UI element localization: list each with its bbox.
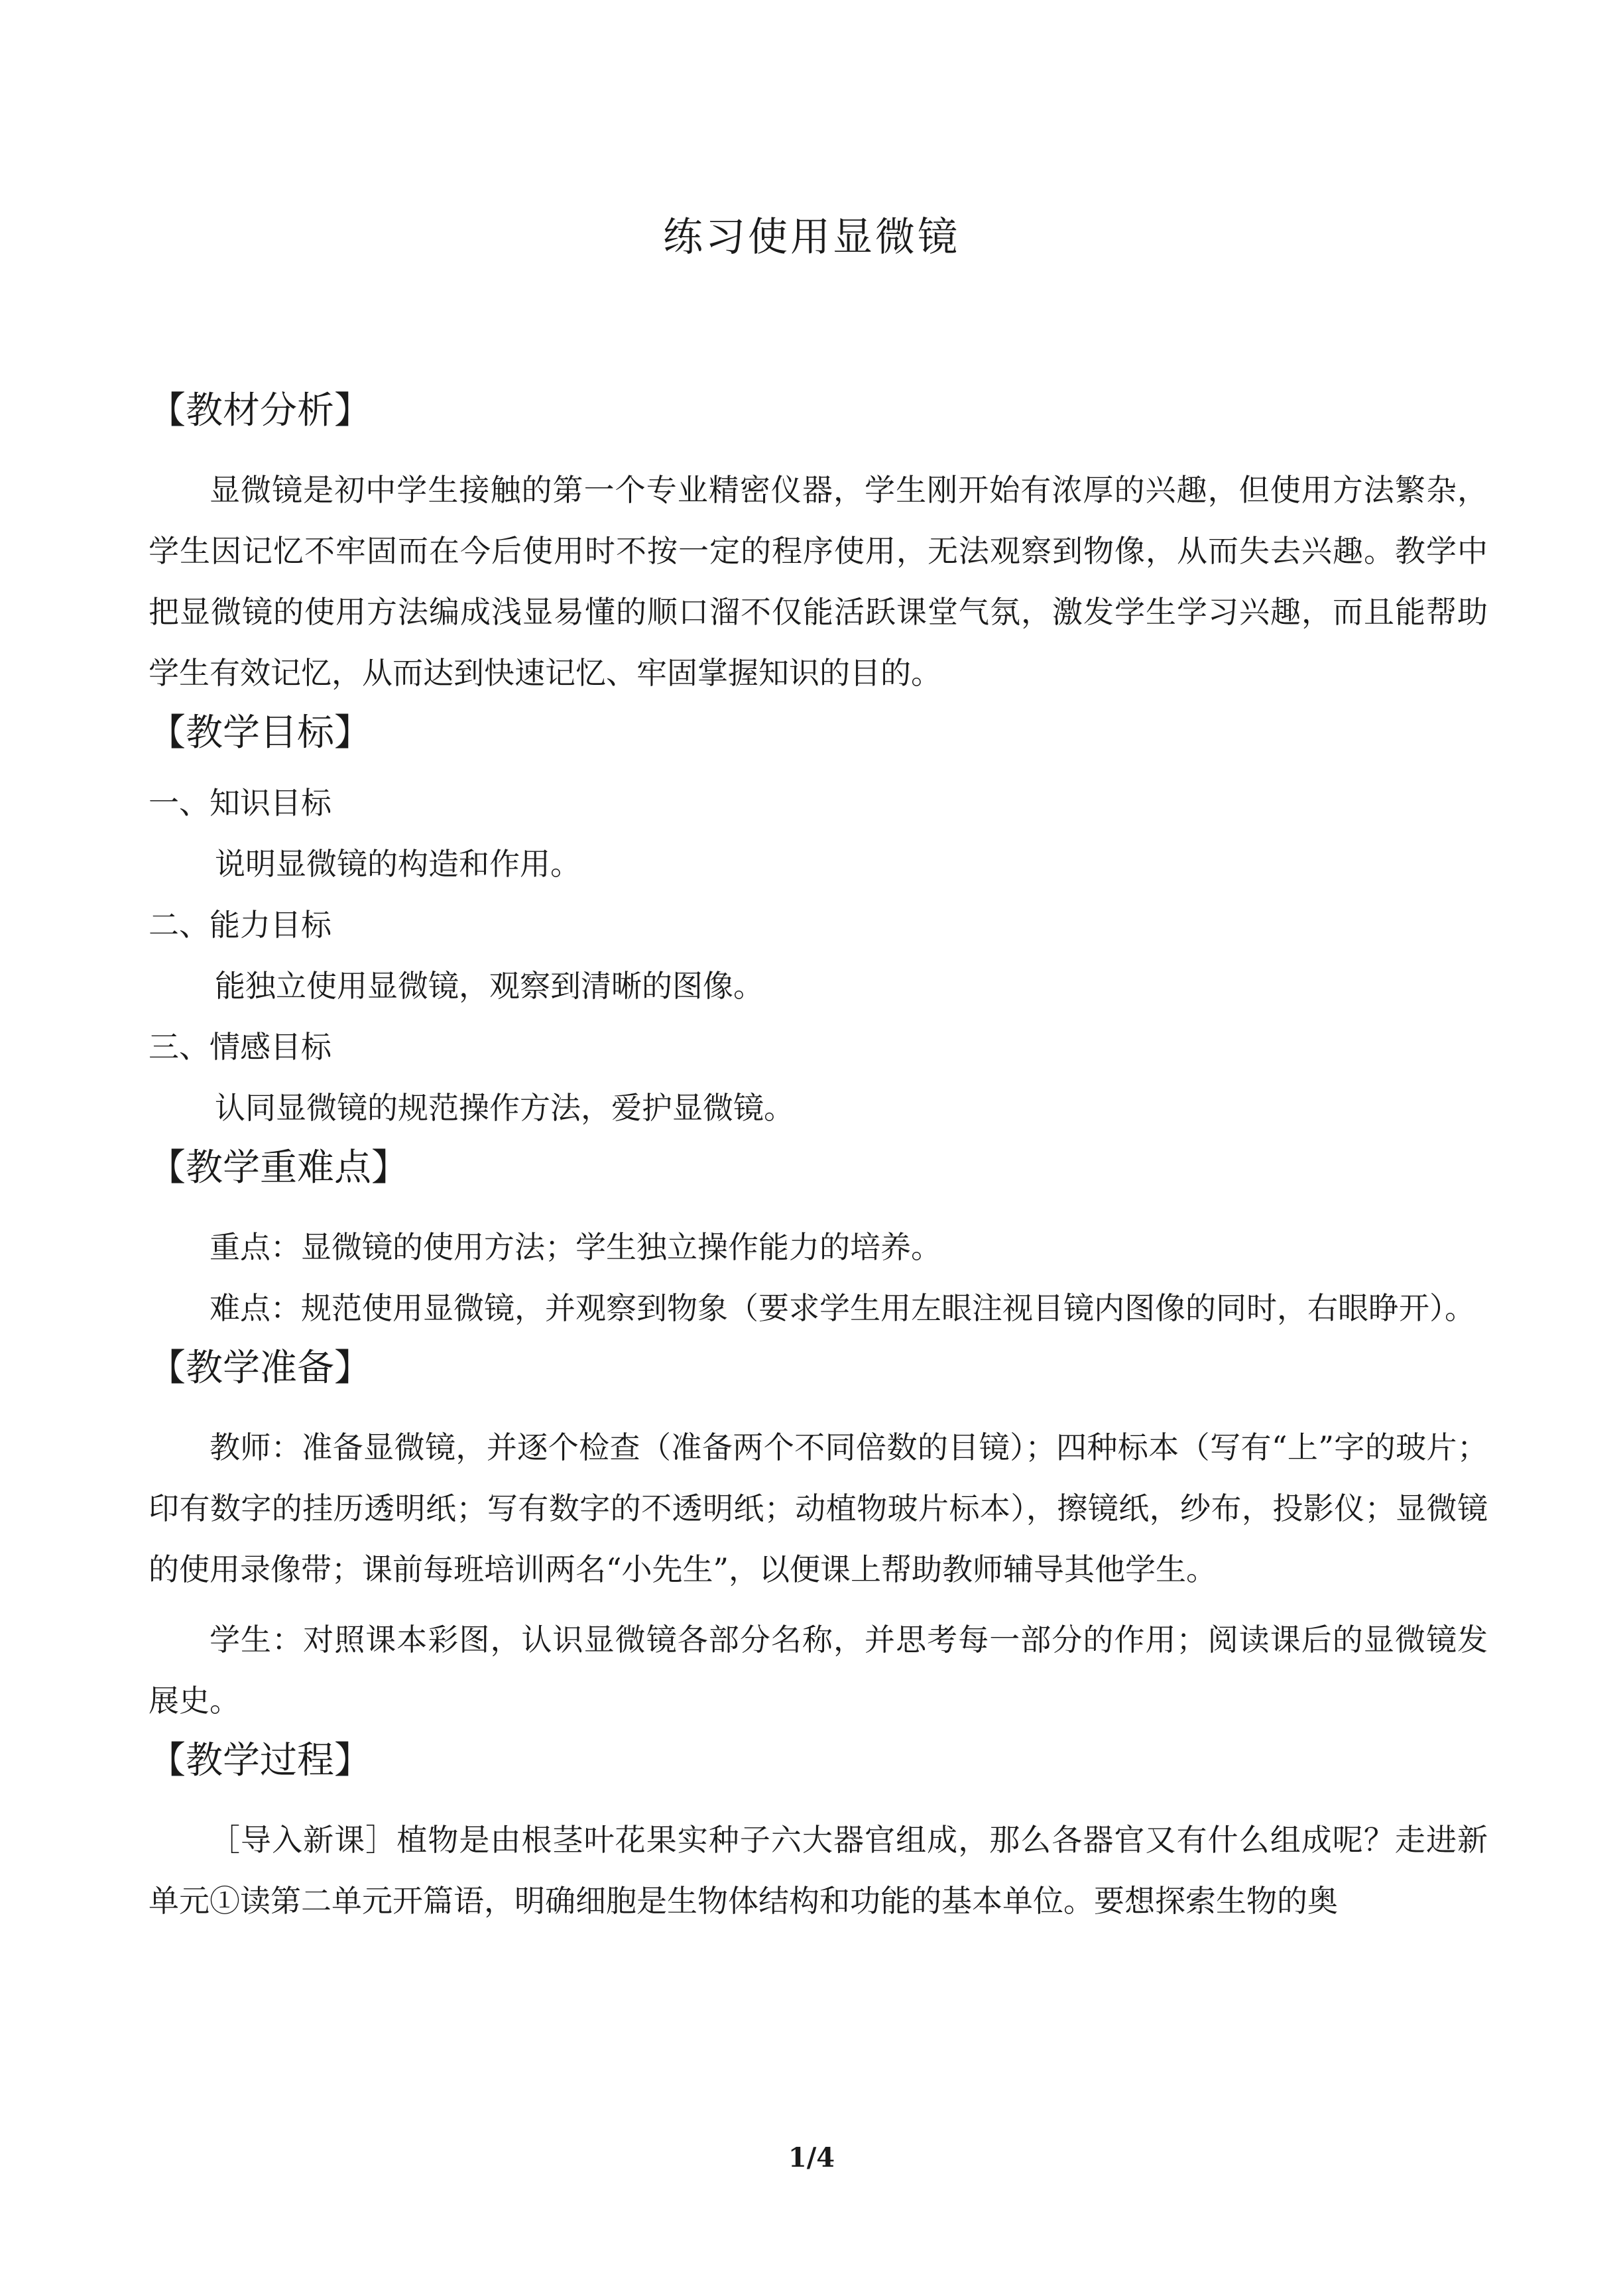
objective-label-knowledge: 一、知识目标 (149, 785, 331, 821)
objective-text-ability: 能独立使用显微镜，观察到清晰的图像。 (215, 968, 764, 1004)
page-number: 1/4 (788, 2142, 835, 2173)
analysis-paragraph: 显微镜是初中学生接触的第一个专业精密仪器，学生刚开始有浓厚的兴趣，但使用方法繁杂，学生因记忆不牢固而在今后使用时不按一定的程序使用，无法观察到物像，从而失去兴趣。教学中把显微镜的使用方法编成浅显易懂的顺口溜不仅能活跃课堂气氛，激发学生学习兴趣，而且能帮助学生有效记忆，从而达到快速记忆、牢固掌握知识的目的。 (149, 472, 1488, 691)
document-body (149, 381, 1488, 1931)
teacher-preparation-paragraph: 教师：准备显微镜，并逐个检查（准备两个不同倍数的目镜）；四种标本（写有“上”字的玻片；印有数字的挂历透明纸；写有数字的不透明纸；动植物玻片标本），擦镜纸，纱布，投影仪；显微镜的使用录像带；课前每班培训两名“小先生”，以便课上帮助教师辅导其他学生。 (149, 1429, 1488, 1587)
section-heading-process: 【教学过程】 (149, 1739, 371, 1782)
student-preparation-paragraph: 学生：对照课本彩图，认识显微镜各部分名称，并思考每一部分的作用；阅读课后的显微镜发展史。 (149, 1622, 1488, 1719)
objective-text-knowledge: 说明显微镜的构造和作用。 (215, 846, 581, 882)
process-paragraph: ［导入新课］植物是由根茎叶花果实种子六大器官组成，那么各器官又有什么组成呢？走进新单元①读第二单元开篇语，明确细胞是生物体结构和功能的基本单位。要想探索生物的奥 (149, 1822, 1488, 1919)
difficulty-paragraph: 难点：规范使用显微镜，并观察到物象（要求学生用左眼注视目镜内图像的同时，右眼睁开）。 (210, 1290, 1475, 1326)
section-heading-objectives: 【教学目标】 (149, 711, 371, 755)
objective-label-emotion: 三、情感目标 (149, 1029, 331, 1065)
document-title: 练习使用显微镜 (663, 214, 960, 261)
objective-label-ability: 二、能力目标 (149, 907, 331, 943)
section-heading-preparation: 【教学准备】 (149, 1347, 371, 1390)
section-heading-keypoints: 【教学重难点】 (149, 1146, 408, 1189)
section-heading-analysis: 【教材分析】 (149, 389, 371, 432)
keypoint-paragraph: 重点：显微镜的使用方法；学生独立操作能力的培养。 (210, 1229, 941, 1265)
objective-text-emotion: 认同显微镜的规范操作方法，爱护显微镜。 (215, 1090, 794, 1126)
